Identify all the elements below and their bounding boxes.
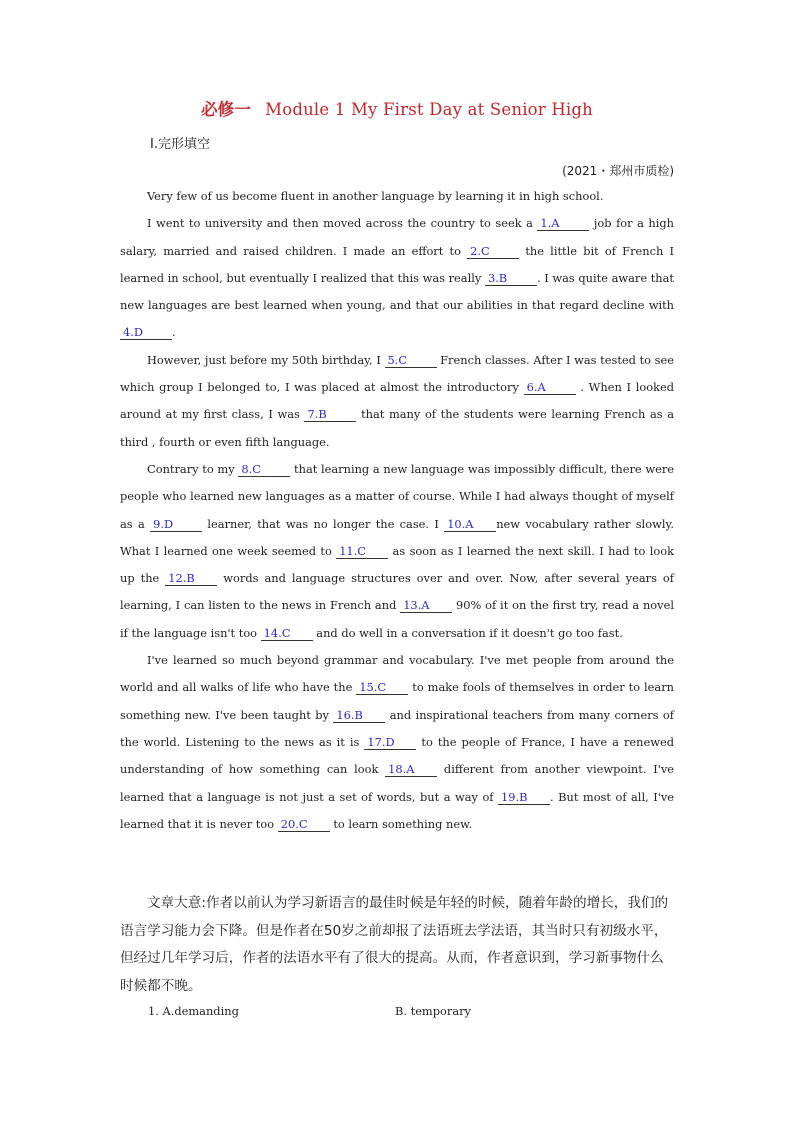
question-1-options: [148, 1004, 471, 1018]
text-run: to learn something new.: [329, 816, 473, 831]
text-run: . When I looked around at my first class, I was: [120, 380, 674, 422]
answer-blank: 1.A: [537, 216, 589, 231]
text-run: Contrary to my: [147, 461, 239, 476]
answer-blank: 16.B: [333, 708, 385, 723]
text-run: However, just before my 50th birthday, I: [147, 352, 385, 367]
text-run: to make fools of themselves in order to learn something new. I've been taught by: [120, 680, 674, 722]
option-a: 1. A.demanding: [148, 1004, 239, 1018]
text-run: to the people of France, I have a renewed understanding of how something can look: [120, 734, 675, 777]
paragraph-3: [120, 347, 674, 456]
answer-blank: 7.B: [304, 407, 356, 422]
page-title: [0, 96, 794, 120]
section-heading: Ⅰ.完形填空: [150, 137, 210, 152]
answer-blank: 11.C: [336, 544, 388, 559]
answer-blank: 14.C: [261, 626, 313, 641]
answer-blank: 8.C: [238, 462, 290, 477]
answer-blank: 20.C: [278, 817, 330, 832]
paragraph-1: Very few of us become fluent in another language by learning it in high school.: [147, 189, 604, 203]
text-run: I went to university and then moved across the country to seek a: [147, 216, 538, 231]
text-run: . But most of all, I've learned that it is never too: [120, 789, 675, 831]
title-chinese: 必修一: [200, 100, 252, 119]
text-run: . I was quite aware that new languages are best learned when young, and that our abilities in that regard decline with: [120, 270, 675, 313]
answer-blank: 10.A: [444, 517, 496, 532]
answer-blank: 19.B: [498, 790, 550, 805]
text-run: job for a high salary, married and raised children. I made an effort to: [120, 216, 674, 258]
answer-blank: 4.D: [120, 325, 172, 340]
text-run: new vocabulary rather slowly. What I learned one week seemed to: [120, 516, 674, 558]
text-run: .: [172, 325, 176, 340]
answer-blank: 5.C: [385, 353, 437, 368]
passage: [120, 183, 674, 838]
text-run: and do well in a conversation if it doesn't go too fast.: [312, 625, 623, 640]
text-run: learner, that was no longer the case. I: [202, 516, 445, 531]
answer-blank: 15.C: [356, 680, 408, 695]
title-english: Module 1 My First Day at Senior High: [265, 100, 593, 119]
text-run: the little bit of French I learned in school, but eventually I realized that this was really: [120, 243, 674, 285]
text-run: different from another viewpoint. I've learned that a language is not just a set of words, but a way of: [120, 762, 674, 804]
text-run: I've learned so much beyond grammar and vocabulary. I've met people from around the world and all walks of life who have the: [120, 653, 674, 695]
answer-blank: 6.A: [524, 380, 576, 395]
paragraph-2: [120, 210, 674, 346]
answer-blank: 13.A: [400, 598, 452, 613]
passage-summary: 文章大意:作者以前认为学习新语言的最佳时候是年轻的时候，随着年龄的增长，我们的语言学习能力会下降。但是作者在50岁之前却报了法语班去学法语，其当时只有初级水平，但经过几年学习后，作者的法语水平有了很大的提高。从而，作者意识到，学习新事物什么时候都不晚。: [120, 895, 669, 994]
source-note: (2021・郑州市质检): [562, 164, 674, 178]
text-run: French classes. After I was tested to see which group I belonged to, I was placed at almost the introductory: [120, 352, 675, 395]
text-run: 90% of it on the first try, read a novel if the language isn't too: [120, 598, 674, 640]
text-run: that many of the students were learning French as a third , fourth or even fifth language.: [120, 407, 675, 449]
paragraph-4: [120, 456, 674, 647]
paragraph-5: [120, 647, 674, 838]
text-run: and inspirational teachers from many corners of the world. Listening to the news as it is: [120, 707, 674, 749]
text-run: words and language structures over and over. Now, after several years of learning, I can listen to the news in French and: [120, 571, 675, 613]
answer-blank: 2.C: [467, 244, 519, 259]
text-run: that learning a new language was impossibly difficult, there were people who learned new languages as a matter of course. While I had always thought of myself as a: [120, 461, 674, 531]
option-b: B. temporary: [395, 1004, 471, 1018]
text-run: as soon as I learned the next skill. I had to look up the: [120, 543, 674, 586]
answer-blank: 9.D: [150, 517, 202, 532]
answer-blank: 18.A: [385, 762, 437, 777]
answer-blank: 12.B: [165, 571, 217, 586]
answer-blank: 3.B: [485, 271, 537, 286]
answer-blank: 17.D: [364, 735, 416, 750]
